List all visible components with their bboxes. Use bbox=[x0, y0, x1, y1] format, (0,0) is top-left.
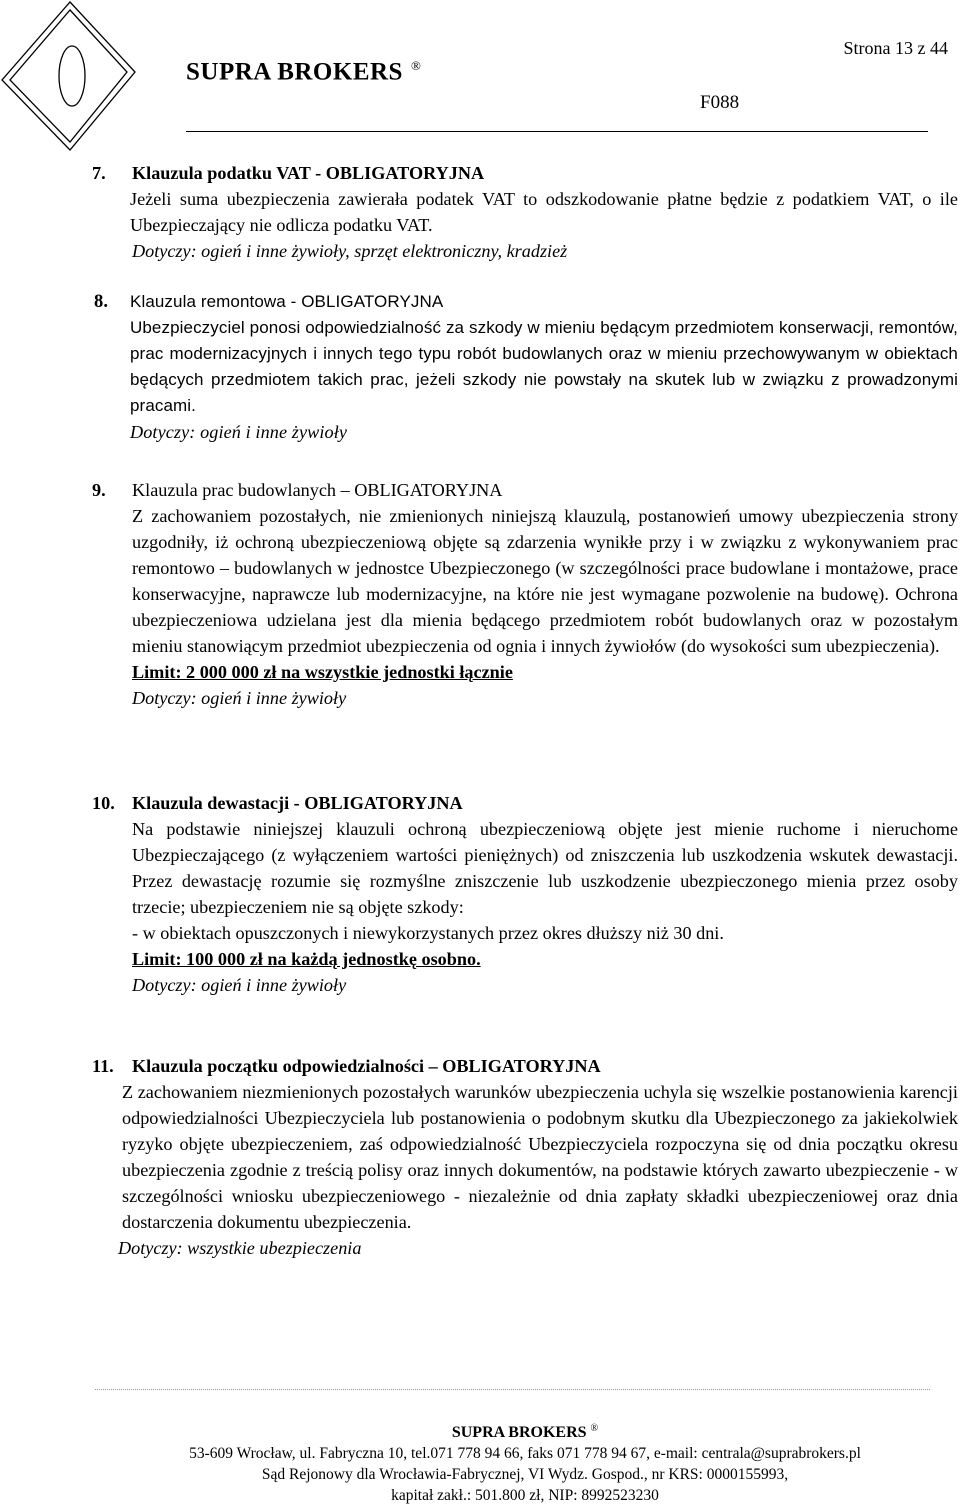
clause-body: Z zachowaniem niezmienionych pozostałych warunków ubezpieczenia uchyla się wszelkie postanowienia karencji odpowiedzialności Ubezpieczyciela lub postanowienia o podobnym skutku dla Ubezpieczonego za jakiekolwiek ryzyko objęte ubezpieczeniem, zaś odpowiedzialność Ubezpieczyciela rozpoczyna się od dnia początku okresu ubezpieczenia zgodnie z treścią polisy oraz innych dokumentów, na podstawie których zawarto ubezpieczenie - w szczególności wniosku ubezpieczeniowego - niezależnie od dnia zapłaty składki ubezpieczeniowej oraz dnia dostarczenia dokumentu ubezpieczenia. bbox=[122, 1082, 958, 1232]
clause-scope: Dotyczy: ogień i inne żywioły bbox=[130, 422, 348, 442]
clause-9 bbox=[92, 477, 958, 711]
clause-scope: Dotyczy: wszystkie ubezpieczenia bbox=[118, 1238, 362, 1258]
footer-brand: SUPRA BROKERS ® bbox=[451, 1423, 599, 1442]
clause-scope: Dotyczy: ogień i inne żywioły bbox=[132, 688, 347, 708]
footer-divider bbox=[95, 1389, 930, 1390]
clause-body: Jeżeli suma ubezpieczenia zawierała podatek VAT to odszkodowanie płatne będzie z podatkiem VAT, o ile Ubezpieczający nie odlicza podatku VAT. bbox=[130, 189, 958, 235]
document-code: F088 bbox=[700, 92, 740, 113]
header-divider bbox=[186, 131, 928, 132]
header-brand: SUPRA BROKERS ® bbox=[186, 58, 422, 86]
clause-body: Ubezpieczyciel ponosi odpowiedzialność za szkody w mieniu będącym przedmiotem konserwacji, remontów, prac modernizacyjnych i innych tego typu robót budowlanych oraz w mieniu przechowywanym w obiektach będących przedmiotem takich prac, jeżeli szkody nie powstały na skutek lub w związku z prowadzonymi pracami. bbox=[130, 318, 958, 415]
clause-limit: Limit: 100 000 zł na każdą jednostkę osobno. bbox=[132, 949, 481, 969]
clause-11 bbox=[92, 1053, 958, 1261]
clause-8 bbox=[94, 289, 958, 445]
clause-exclusion: - w obiektach opuszczonych i niewykorzystanych przez okres dłuższy niż 30 dni. bbox=[132, 923, 724, 943]
footer-capital: kapitał zakł.: 501.800 zł, NIP: 8992523230 bbox=[391, 1487, 659, 1505]
clause-body: Na podstawie niniejszej klauzuli ochroną ubezpieczeniową objęte jest mienie ruchome i nieruchome Ubezpieczającego (z wyłączeniem wartości pieniężnych) od zniszczenia lub uszkodzenia wskutek dewastacji. Przez dewastację rozumie się rozmyślne zniszczenie lub uszkodzenie ubezpieczonego mienia przez osoby trzecie; ubezpieczeniem nie są objęte szkody: bbox=[132, 819, 958, 917]
clause-10 bbox=[92, 790, 958, 998]
clause-scope: Dotyczy: ogień i inne żywioły, sprzęt elektroniczny, kradzież bbox=[132, 241, 568, 261]
clause-title: 11. Klauzula początku odpowiedzialności – OBLIGATORYJNA bbox=[92, 1056, 601, 1076]
clause-scope: Dotyczy: ogień i inne żywioły bbox=[132, 975, 347, 995]
clause-7 bbox=[92, 160, 958, 264]
page-footer bbox=[0, 1418, 960, 1506]
clause-title: 7. Klauzula podatku VAT - OBLIGATORYJNA bbox=[92, 163, 485, 183]
footer-address: 53-609 Wrocław, ul. Fabryczna 10, tel.071 778 94 66, faks 071 778 94 67, e-mail: centrala@suprabrokers.pl bbox=[189, 1445, 861, 1463]
clause-title: 10. Klauzula dewastacji - OBLIGATORYJNA bbox=[92, 793, 463, 813]
company-logo bbox=[0, 0, 150, 160]
clause-title: 9. Klauzula prac budowlanych – OBLIGATORYJNA bbox=[92, 480, 503, 500]
page-number: Strona 13 z 44 bbox=[843, 38, 948, 58]
clause-limit: Limit: 2 000 000 zł na wszystkie jednostki łącznie bbox=[132, 662, 513, 682]
clause-body: Z zachowaniem pozostałych, nie zmienionych niniejszą klauzulą, postanowień umowy ubezpieczenia strony uzgodniły, iż ochroną ubezpieczeniową objęte są zdarzenia wynikłe przy i w związku z wykonywaniem prac remontowo – budowlanych w jednostce Ubezpieczonego (w szczególności prace budowlane i montażowe, prace konserwacyjne, naprawcze lub modernizacyjne, na które nie jest wymagane pozwolenie na budowę). Ochrona ubezpieczeniowa udzielana jest dla mienia będącego przedmiotem robót budowlanych oraz w pozostałym mieniu stanowiącym przedmiot ubezpieczenia od ognia i innych żywiołów (do wysokości sum ubezpieczenia). bbox=[132, 506, 958, 656]
footer-registry: Sąd Rejonowy dla Wrocławia-Fabrycznej, VI Wydz. Gospod., nr KRS: 0000155993, bbox=[261, 1466, 789, 1484]
clause-title: 8. Klauzula remontowa - OBLIGATORYJNA bbox=[94, 292, 444, 312]
